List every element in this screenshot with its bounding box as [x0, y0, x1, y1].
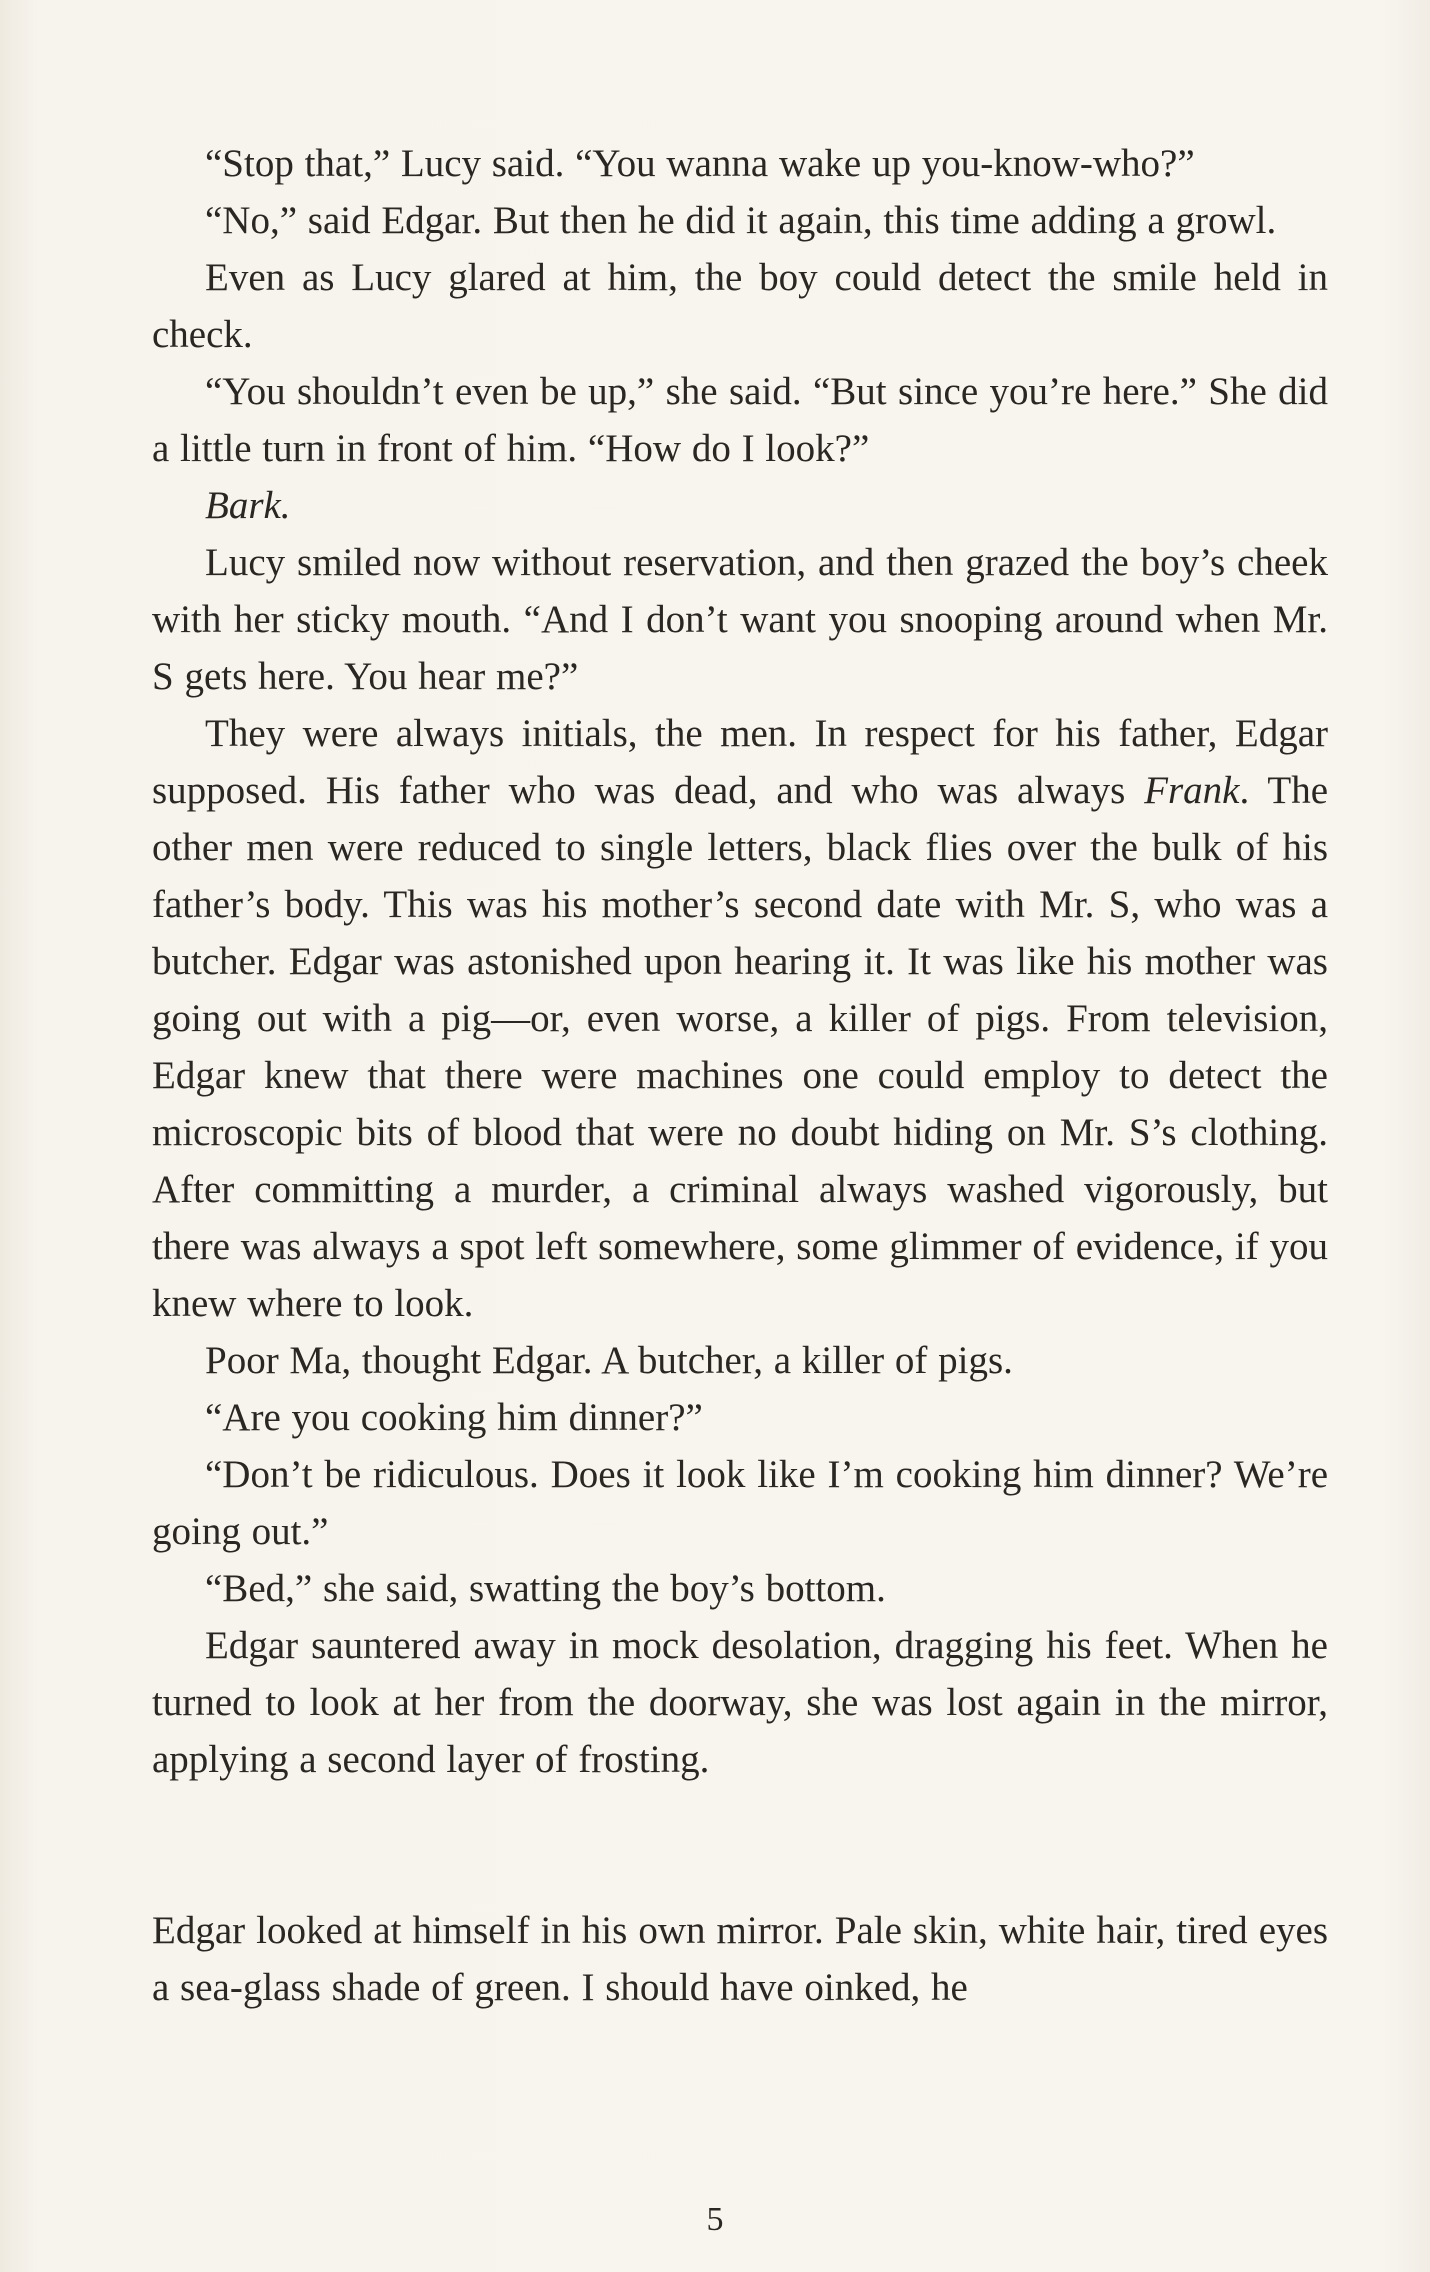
- paragraph-lucy-smiled: Lucy smiled now without reservation, and then grazed the boy’s cheek with her sticky mouth. “And I don’t want you snooping around when Mr. S gets here. You hear me?”: [152, 541, 1328, 698]
- page-number: 5: [706, 2201, 724, 2238]
- paragraph-own-mirror: Edgar looked at himself in his own mirror. Pale skin, white hair, tired eyes a sea-glass shade of green. I should have oinked, he: [152, 1909, 1328, 2009]
- frank-italic: Frank: [1144, 769, 1240, 812]
- paragraph-you-shouldnt: “You shouldn’t even be up,” she said. “But since you’re here.” She did a little turn in front of him. “How do I look?”: [152, 370, 1328, 470]
- paragraph-poor-ma: Poor Ma, thought Edgar. A butcher, a killer of pigs.: [205, 1339, 1013, 1382]
- paragraph-bark: Bark.: [205, 484, 291, 527]
- paragraph-bed: “Bed,” she said, swatting the boy’s bottom.: [205, 1567, 886, 1610]
- section-break: [152, 1788, 1328, 1902]
- paragraph-no-said-edgar: “No,” said Edgar. But then he did it again, this time adding a growl.: [205, 199, 1277, 242]
- paragraph-sauntered: Edgar sauntered away in mock desolation, dragging his feet. When he turned to look at her from the doorway, she was lost again in the mirror, applying a second layer of frosting.: [152, 1624, 1328, 1781]
- paragraph-initials-rest: . The other men were reduced to single letters, black flies over the bulk of his father’s body. This was his mother’s second date with Mr. S, who was a butcher. Edgar was astonished upon hearing it. It was like his mother was going out with a pig—or, even worse, a killer of pigs. From television, Edgar knew that there were machines one could employ to detect the microscopic bits of blood that were no doubt hiding on Mr. S’s clothing. After committing a murder, a criminal always washed vigorously, but there was always a spot left somewhere, some glimmer of evidence, if you knew where to look.: [152, 769, 1328, 1325]
- body-text: [152, 135, 1328, 2016]
- paragraph-initials: [152, 705, 1328, 1332]
- paragraph-cooking-dinner: “Are you cooking him dinner?”: [205, 1396, 703, 1439]
- paragraph-dont-be-ridiculous: “Don’t be ridiculous. Does it look like I’m cooking him dinner? We’re going out.”: [152, 1453, 1328, 1553]
- paragraph-initials-start: They were always initials, the men. In respect for his father, Edgar supposed. His father who was dead, and who was always: [152, 712, 1328, 812]
- paragraph-stop-that: “Stop that,” Lucy said. “You wanna wake up you-know-who?”: [205, 142, 1195, 185]
- paragraph-lucy-glared: Even as Lucy glared at him, the boy could detect the smile held in check.: [152, 256, 1328, 356]
